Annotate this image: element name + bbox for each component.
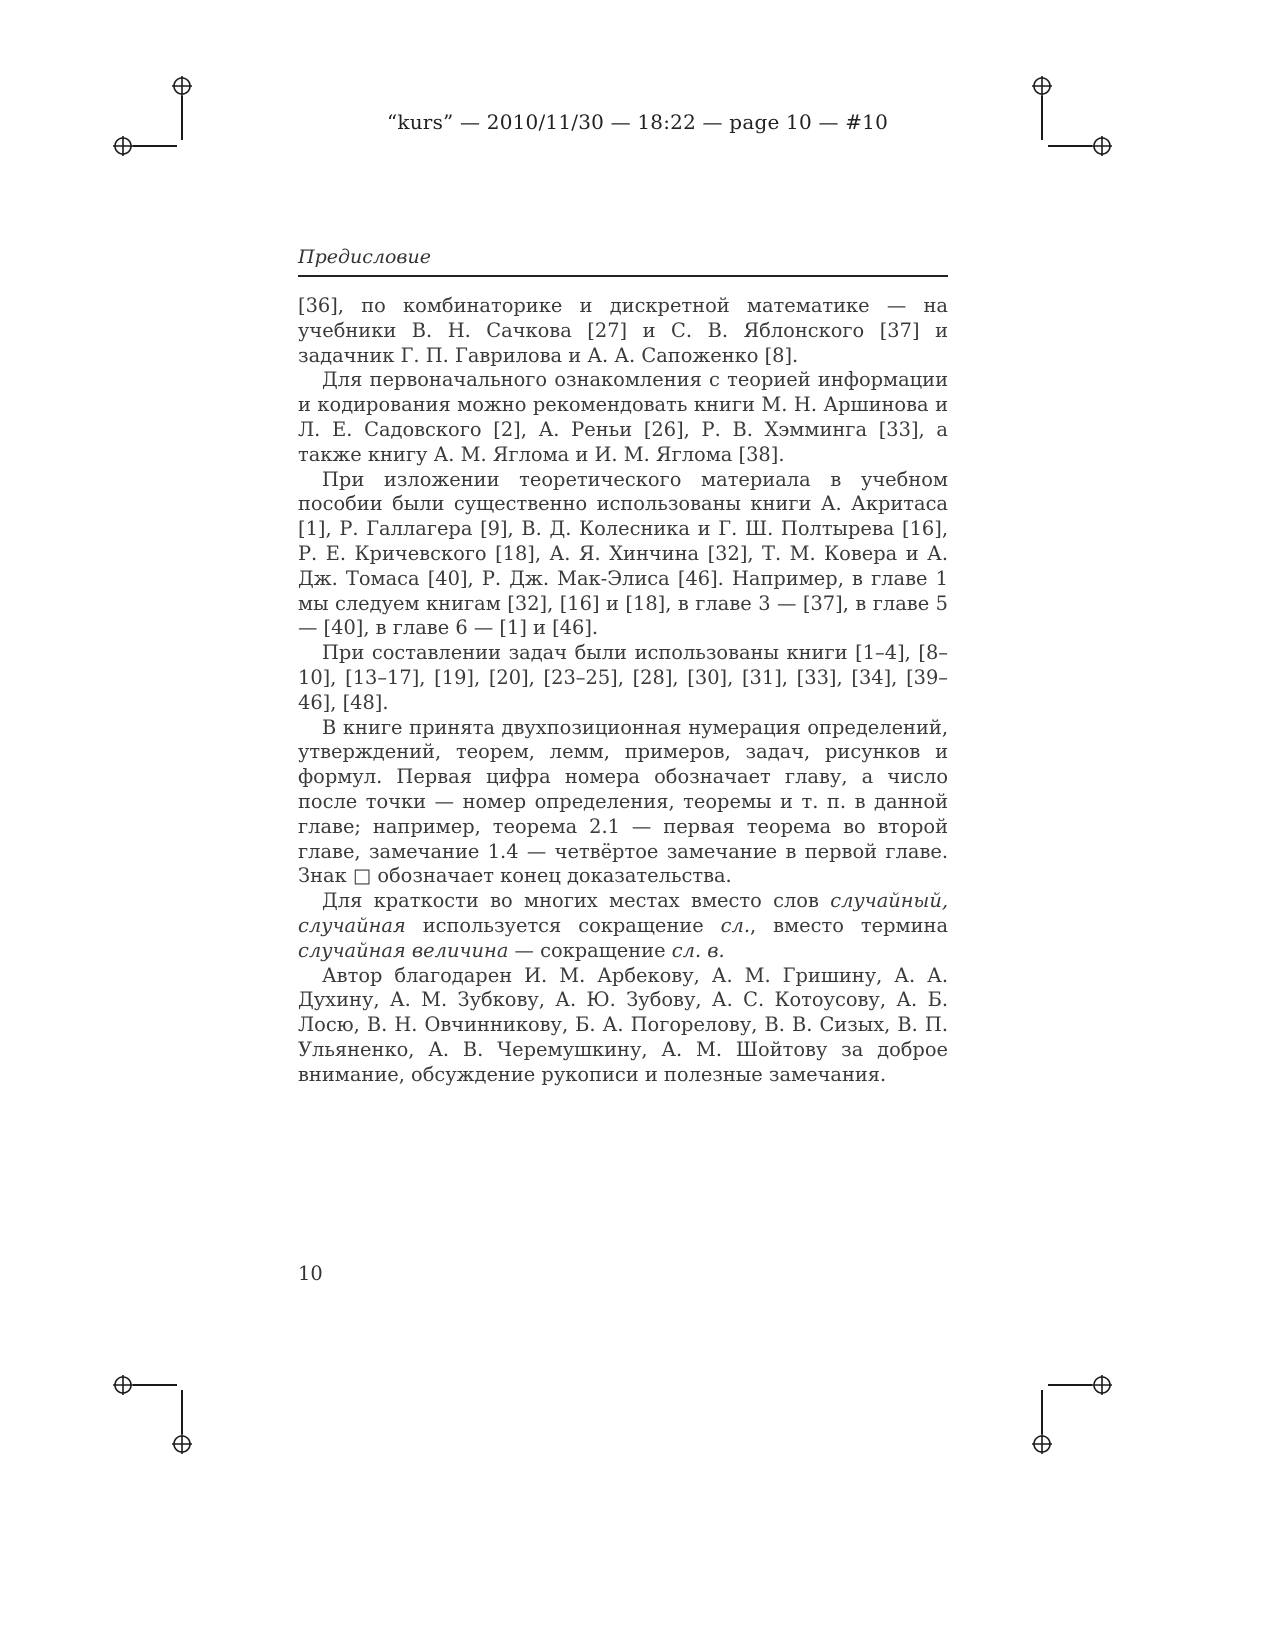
paragraph	[298, 368, 948, 467]
text-run: При изложении теоретического материала в учебном пособии были существенно использованы книги А. Акритаса [1], Р. Галлагера [9], В. Д. Колесника и Г. Ш. Полтырева [16], Р. Е. Кричевского [18], А. Я. Хинчина [32], Т. М. Ковера и А. Дж. Томаса [40], Р. Дж. Мак-Элиса [46]. Например, в главе 1 мы следуем книгам [32], [16] и [18], в главе 3 — [37], в главе 5 — [40], в главе 6 — [1] и [46].	[298, 467, 948, 640]
crop-line	[1048, 1384, 1092, 1386]
text-run: используется сокращение	[405, 913, 721, 937]
print-slug: “kurs” — 2010/11/30 — 18:22 — page 10 — #10	[386, 110, 889, 134]
text-run: , вместо термина	[750, 913, 948, 937]
text-run: В книге принята двухпозиционная нумерация определений, утверждений, теорем, лемм, примеров, задач, рисунков и формул. Первая цифра номера обозначает главу, а число после точки — номер определения, теоремы и т. п. в данной главе; например, теорема 2.1 — первая теорема во второй главе, замечание 1.4 — четвёртое замечание в первой главе. Знак □ обозначает конец доказательства.	[298, 715, 948, 888]
paragraph	[298, 716, 948, 890]
registration-target-icon	[172, 76, 192, 96]
running-head-rule	[298, 275, 948, 277]
page-number: 10	[298, 1262, 323, 1285]
registration-target-icon	[113, 1375, 133, 1395]
crop-line	[133, 1384, 177, 1386]
text-run: Автор благодарен И. М. Арбекову, А. М. Гришину, А. А. Духину, А. М. Зубкову, А. Ю. Зубову, А. С. Котоусову, А. Б. Лосю, В. Н. Овчинникову, Б. А. Погорелову, В. В. Сизых, В. П. Ульяненко, А. В. Черемушкину, А. М. Шойтову за доброе внимание, обсуждение рукописи и полезные замечания.	[298, 963, 948, 1086]
registration-target-icon	[1032, 76, 1052, 96]
text-run: — сокращение	[508, 938, 672, 962]
italic-term: сл.	[720, 913, 751, 937]
crop-line	[1048, 145, 1092, 147]
paragraph	[298, 641, 948, 715]
italic-term: случайная величина	[298, 938, 509, 962]
crop-line	[1041, 1390, 1043, 1434]
italic-term: сл. в.	[671, 938, 725, 962]
registration-target-icon	[113, 136, 133, 156]
text-run: Для краткости во многих местах вместо слов	[322, 889, 831, 913]
crop-line	[133, 145, 177, 147]
italic-term: случайный, случайная	[298, 889, 948, 937]
paragraph	[298, 964, 948, 1088]
registration-target-icon	[172, 1434, 192, 1454]
text-run: При составлении задач были использованы книги [1–4], [8–10], [13–17], [19], [20], [23–25], [28], [30], [31], [33], [34], [39–46], [48].	[298, 641, 948, 714]
paragraph	[298, 889, 948, 963]
registration-target-icon	[1092, 136, 1112, 156]
paragraph	[298, 468, 948, 642]
body-text	[298, 294, 948, 1088]
text-run: Для первоначального ознакомления с теорией информации и кодирования можно рекомендовать книги М. Н. Аршинова и Л. Е. Садовского [2], А. Реньи [26], Р. В. Хэмминга [33], а также книгу А. М. Яглома и И. М. Яглома [38].	[298, 368, 948, 466]
paragraph	[298, 294, 948, 368]
registration-target-icon	[1032, 1434, 1052, 1454]
text-run: [36], по комбинаторике и дискретной математике — на учебники В. Н. Сачкова [27] и С. В. Яблонского [37] и задачник Г. П. Гаврилова и А. А. Сапоженко [8].	[298, 294, 948, 367]
registration-target-icon	[1092, 1375, 1112, 1395]
crop-line	[181, 1390, 183, 1434]
running-head: Предисловие	[298, 246, 431, 268]
